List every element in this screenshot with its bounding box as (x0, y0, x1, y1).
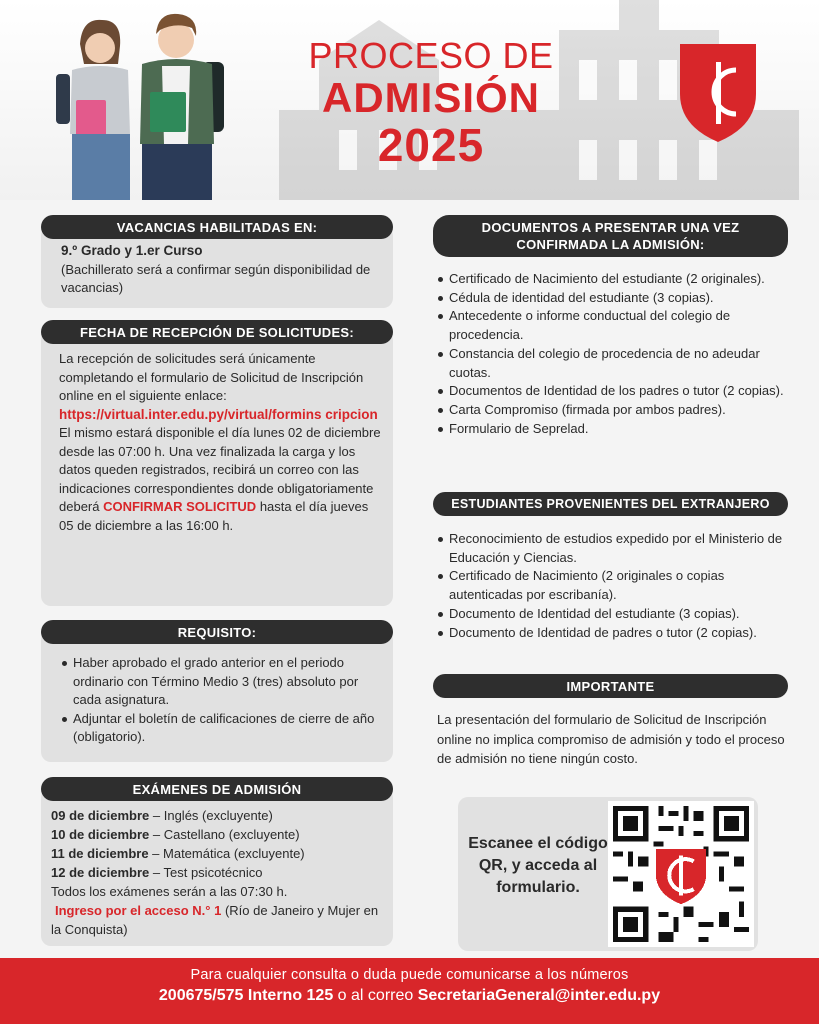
list-item: Documento de Identidad de padres o tutor (2 copias). (435, 624, 785, 643)
requisito-heading: REQUISITO: (41, 620, 393, 644)
exam-row: 09 de diciembre – Inglés (excluyente) (51, 808, 273, 823)
title-block (296, 36, 566, 170)
header (0, 0, 819, 200)
vacancias-grade: 9.º Grado y 1.er Curso (61, 243, 203, 258)
vacancias-note: (Bachillerato será a confirmar según disponibilidad de vacancias) (61, 261, 371, 295)
form-link[interactable]: https://virtual.inter.edu.py/virtual/formins cripcion (59, 406, 378, 422)
list-item: Carta Compromiso (firmada por ambos padres). (435, 401, 785, 420)
footer-email[interactable]: SecretariaGeneral@inter.edu.py (417, 987, 661, 1004)
confirm-highlight: CONFIRMAR SOLICITUD (103, 499, 257, 514)
list-item: Reconocimiento de estudios expedido por el Ministerio de Educación y Ciencias. (435, 530, 785, 567)
exam-row: 11 de diciembre – Matemática (excluyente) (51, 846, 305, 861)
requisito-list (59, 654, 383, 747)
examenes-heading: EXÁMENES DE ADMISIÓN (41, 777, 393, 801)
importante-heading: IMPORTANTE (433, 674, 788, 698)
footer (0, 958, 819, 1024)
list-item: Certificado de Nacimiento (2 originales o copias autenticadas por escribanía). (435, 567, 785, 604)
exam-row: 10 de diciembre – Castellano (excluyente) (51, 827, 300, 842)
title-line-2: ADMISIÓN (322, 74, 540, 121)
school-shield-logo (676, 40, 760, 144)
extranjero-list (435, 530, 785, 642)
footer-line-2: 200675/575 Interno 125 o al correo SecretariaGeneral@inter.edu.py (158, 987, 661, 1004)
list-item: Formulario de Seprelad. (435, 420, 785, 439)
fecha-card (41, 330, 393, 606)
students-photo (38, 4, 228, 200)
qr-code[interactable] (608, 801, 754, 947)
fecha-body-1: El mismo estará disponible el día lunes 02 de diciembre desde las 07:00 h. Una vez finalizada la carga y los datos queden registrados, recibirá un correo con las indicaciones correspondientes donde obligatoriamente deberá (59, 425, 381, 514)
list-item: Certificado de Nacimiento del estudiante (2 originales). (435, 270, 785, 289)
qr-instructions: Escanee el código QR, y acceda al formulario. (468, 835, 608, 896)
documentos-heading: DOCUMENTOS A PRESENTAR UNA VEZ CONFIRMADA LA ADMISIÓN: (433, 215, 788, 257)
list-item: Documento de Identidad del estudiante (3 copias). (435, 605, 785, 624)
extranjero-heading: ESTUDIANTES PROVENIENTES DEL EXTRANJERO (433, 492, 788, 516)
list-item: Cédula de identidad del estudiante (3 copias). (435, 289, 785, 308)
examenes-card (41, 788, 393, 946)
vacancias-heading: VACANCIAS HABILITADAS EN: (41, 215, 393, 239)
footer-phones: 200675/575 Interno 125 (158, 987, 334, 1004)
requisito-card (41, 630, 393, 762)
qr-section (458, 797, 758, 951)
list-item: Adjuntar el boletín de calificaciones de cierre de año (obligatorio). (59, 710, 383, 747)
fecha-body-2: hasta el día jueves 05 de diciembre a las 16:00 h. (59, 499, 369, 533)
title-line-3: 2025 (377, 119, 485, 171)
footer-line-1: Para cualquier consulta o duda puede comunicarse a los números (190, 967, 629, 983)
exam-time-note: Todos los exámenes serán a las 07:30 h. (51, 884, 288, 899)
list-item: Haber aprobado el grado anterior en el periodo ordinario con Término Medio 3 (tres) absoluto por cada asignatura. (59, 654, 383, 710)
fecha-heading: FECHA DE RECEPCIÓN DE SOLICITUDES: (41, 320, 393, 344)
exam-access: Ingreso por el acceso N.° 1 (Río de Janeiro y Mujer en la Conquista) (51, 903, 379, 937)
list-item: Antecedente o informe conductual del colegio de procedencia. (435, 307, 785, 344)
exam-row: 12 de diciembre – Test psicotécnico (51, 865, 263, 880)
fecha-intro: La recepción de solicitudes será únicamente completando el formulario de Solicitud de Inscripción online en el siguiente enlace: (59, 351, 364, 403)
list-item: Documentos de Identidad de los padres o tutor (2 copias). (435, 382, 785, 401)
documentos-list (435, 270, 785, 438)
importante-body: La presentación del formulario de Solicitud de Inscripción online no implica compromiso de admisión y todo el proceso de admisión no tiene ningún costo. (437, 712, 785, 766)
title-line-1: PROCESO DE (308, 35, 554, 76)
list-item: Constancia del colegio de procedencia de no adeudar cuotas. (435, 345, 785, 382)
